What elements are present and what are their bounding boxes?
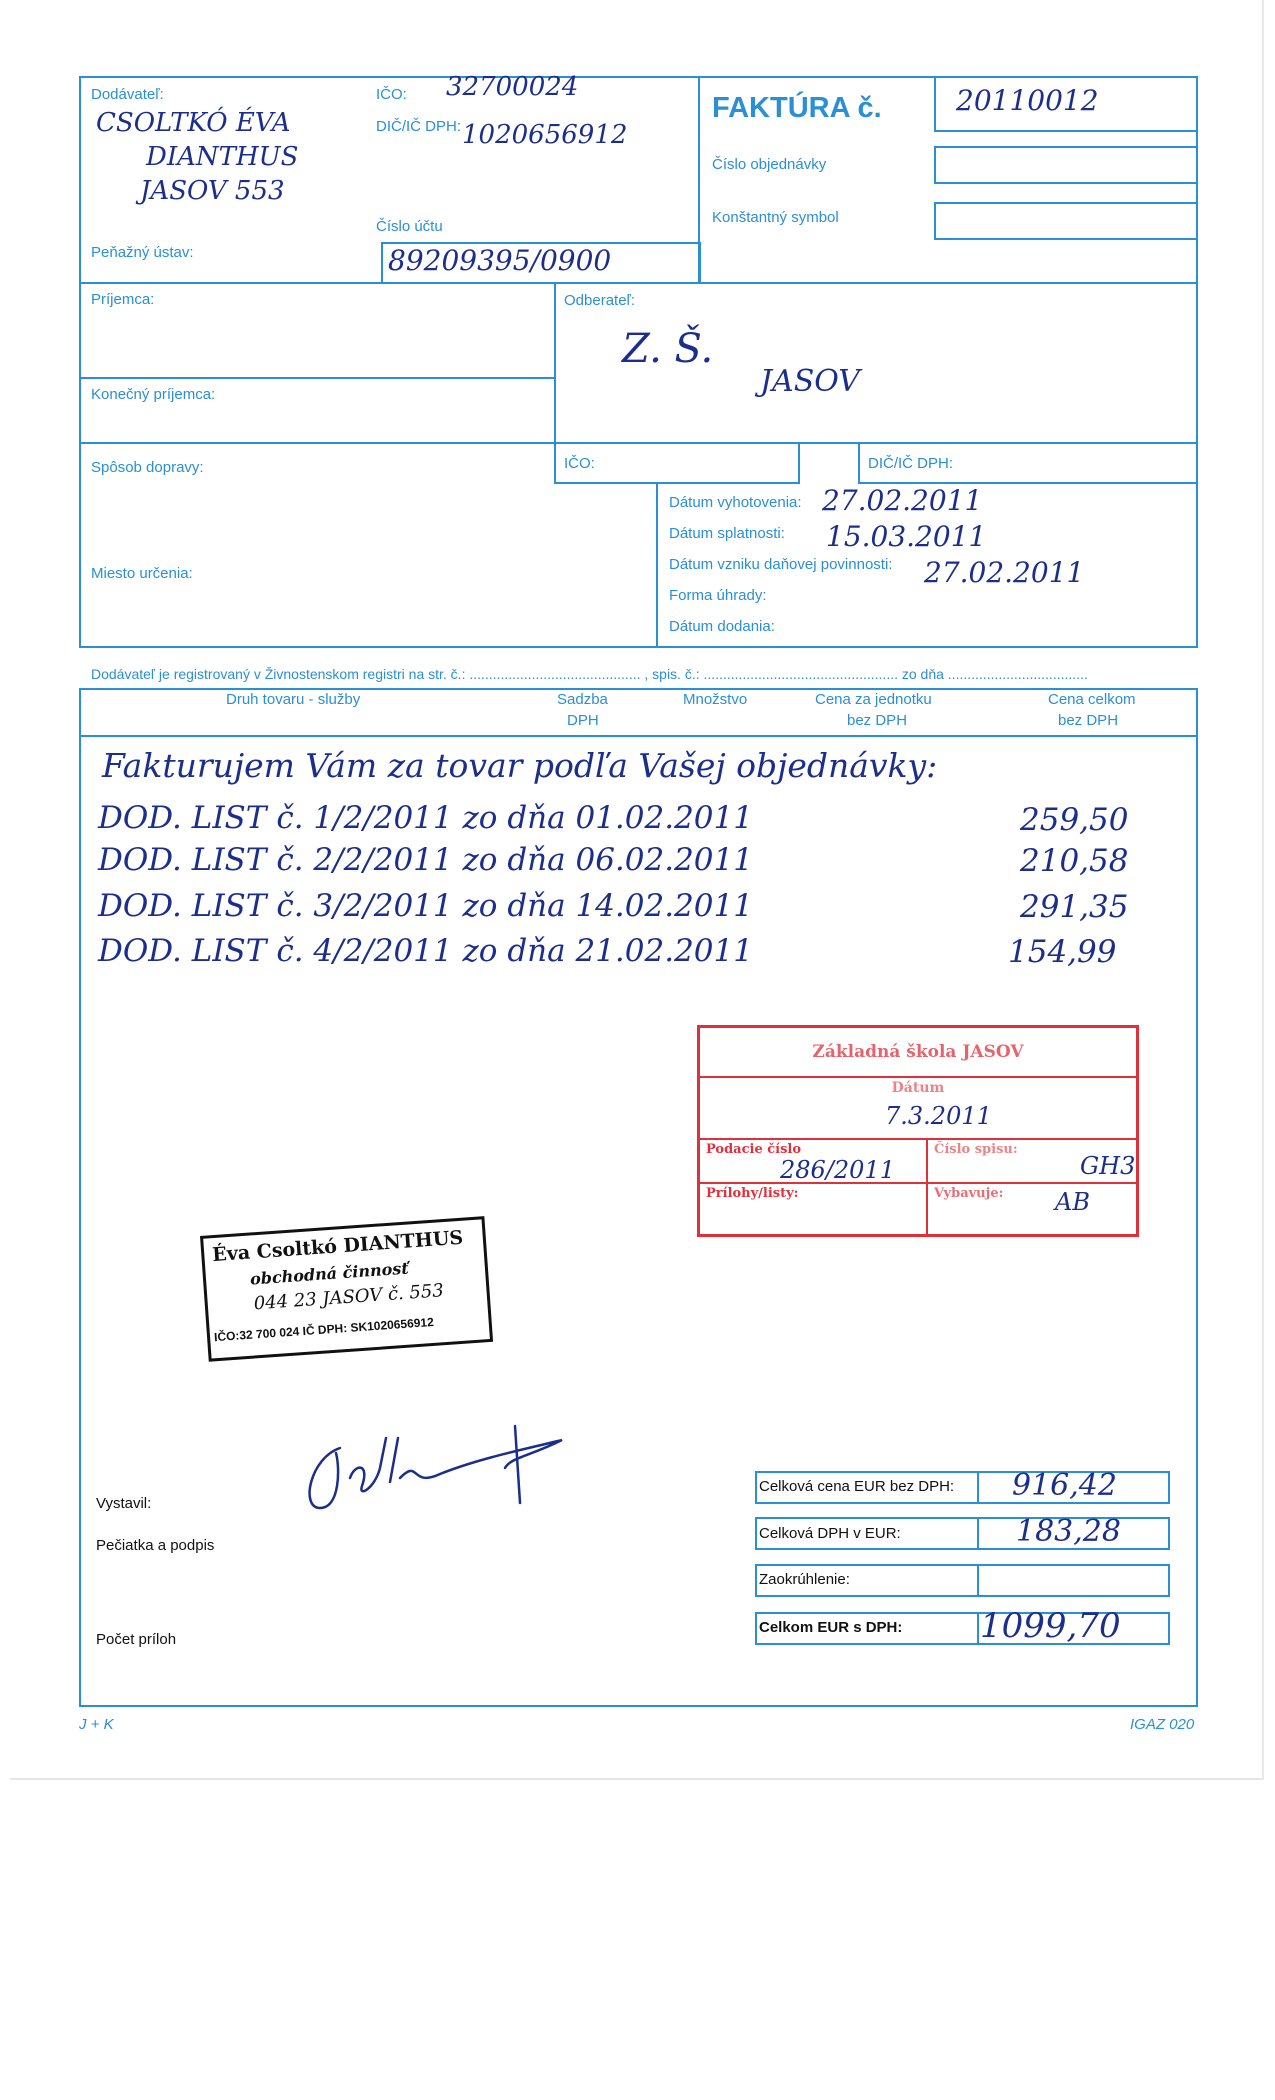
payee-divider: [79, 377, 556, 379]
stamp-sign-label: Pečiatka a podpis: [96, 1537, 215, 1554]
form-footer-left: J + K: [79, 1716, 114, 1733]
customer-city: JASOV: [760, 364, 860, 399]
bank-label: Peňažný ústav:: [91, 244, 194, 261]
total-net-divider: [977, 1471, 979, 1504]
stamp-date-label: Dátum: [891, 1080, 945, 1096]
table-row-desc: DOD. LIST č. 2/2/2011 zo dňa 06.02.2011: [98, 842, 753, 878]
stamp-attach-label: Prílohy/listy:: [706, 1186, 799, 1201]
constant-symbol-label: Konštantný symbol: [712, 209, 839, 226]
supplier-ico-value: 32700024: [446, 72, 579, 102]
dates-divider: [656, 482, 658, 648]
order-number-field[interactable]: [934, 146, 1198, 184]
rounding-divider: [977, 1564, 979, 1597]
attachments-label: Počet príloh: [96, 1631, 177, 1648]
stamp-divider-3: [700, 1182, 1136, 1184]
due-date-value: 15.03.2011: [826, 520, 987, 553]
total-net-value: 916,42: [1012, 1468, 1117, 1503]
final-payee-label: Konečný príjemca:: [91, 386, 216, 403]
supplier-name-line3: JASOV 553: [140, 176, 285, 206]
grand-total-divider: [977, 1612, 979, 1645]
items-intro: Fakturujem Vám za tovar podľa Vašej objednávky:: [102, 746, 938, 785]
company-stamp-line3: 044 23 JASOV č. 553: [253, 1280, 445, 1315]
stamp-file-label: Číslo spisu:: [934, 1142, 1018, 1157]
stamp-handler-label: Vybavuje:: [934, 1186, 1004, 1201]
col-vat-rate-header2: DPH: [567, 712, 599, 729]
signature: [300, 1378, 580, 1518]
customer-label: Odberateľ:: [564, 292, 636, 309]
table-row-desc: DOD. LIST č. 1/2/2011 zo dňa 01.02.2011: [98, 800, 753, 836]
stamp-divider-1: [700, 1076, 1136, 1078]
transport-box: [79, 442, 1198, 648]
account-label: Číslo účtu: [376, 218, 443, 235]
table-row-amount: 259,50: [1020, 802, 1129, 838]
col-goods-header: Druh tovaru - služby: [226, 691, 361, 708]
destination-label: Miesto určenia:: [91, 565, 193, 582]
table-row-amount: 210,58: [1020, 843, 1129, 879]
company-stamp-line1: Éva Csoltkó DIANTHUS: [211, 1226, 464, 1267]
tax-date-label: Dátum vzniku daňovej povinnosti:: [669, 556, 893, 573]
stamp-vertical-divider: [926, 1138, 928, 1234]
stamp-file-value: GH3: [1080, 1152, 1136, 1180]
supplier-dic-label: DIČ/IČ DPH:: [376, 118, 462, 135]
col-vat-rate-header: Sadzba: [557, 691, 608, 708]
page-edge: [10, 1778, 1264, 1780]
supplier-dic-value: 1020656912: [462, 120, 628, 150]
constant-symbol-field[interactable]: [934, 202, 1198, 240]
tax-date-value: 27.02.2011: [924, 556, 1085, 589]
col-total-header: Cena celkom: [1048, 691, 1136, 708]
stamp-handler-value: AB: [1055, 1188, 1090, 1216]
stamp-school-name: Základná škola JASOV: [812, 1042, 1024, 1062]
table-row-desc: DOD. LIST č. 4/2/2011 zo dňa 21.02.2011: [98, 933, 753, 969]
col-unit-price-header2: bez DPH: [847, 712, 908, 729]
payee-label: Príjemca:: [91, 291, 155, 308]
total-net-label: Celková cena EUR bez DPH:: [759, 1478, 955, 1495]
customer-name: Z. Š.: [622, 326, 714, 372]
invoice-title: FAKTÚRA č.: [712, 92, 882, 124]
grand-total-value: 1099,70: [980, 1606, 1121, 1646]
registry-line: Dodávateľ je registrovaný v Živnostenskom registri na str. č.: ............................................ , spis. č.: .................................................. zo dňa ....................................: [91, 666, 1088, 682]
stamp-reg-label: Podacie číslo: [706, 1142, 802, 1157]
delivery-date-label: Dátum dodania:: [669, 618, 775, 635]
table-row-amount: 154,99: [1008, 934, 1117, 970]
payment-form-label: Forma úhrady:: [669, 587, 767, 604]
account-value: 89209395/0900: [388, 244, 612, 277]
col-unit-price-header: Cena za jednotku: [815, 691, 932, 708]
table-row-amount: 291,35: [1020, 889, 1129, 925]
col-qty-header: Množstvo: [683, 691, 748, 708]
stamp-date-value: 7.3.2011: [885, 1102, 992, 1130]
grand-total-label: Celkom EUR s DPH:: [759, 1619, 903, 1636]
supplier-label: Dodávateľ:: [91, 86, 164, 103]
issued-by-label: Vystavil:: [96, 1495, 152, 1512]
due-date-label: Dátum splatnosti:: [669, 525, 785, 542]
table-header-divider: [79, 735, 1198, 737]
company-stamp: [200, 1216, 493, 1362]
col-total-header2: bez DPH: [1058, 712, 1119, 729]
table-row-desc: DOD. LIST č. 3/2/2011 zo dňa 14.02.2011: [98, 888, 753, 924]
registry-stamp: [697, 1025, 1139, 1237]
rounding-label: Zaokrúhlenie:: [759, 1571, 850, 1588]
total-vat-label: Celková DPH v EUR:: [759, 1525, 901, 1542]
invoice-number-value: 20110012: [956, 84, 1099, 117]
form-footer-right: IGAZ 020: [1130, 1716, 1195, 1733]
supplier-ico-label: IČO:: [376, 86, 407, 103]
supplier-name-line2: DIANTHUS: [146, 142, 299, 172]
company-stamp-line2: obchodná činnosť: [249, 1258, 410, 1289]
supplier-name-line1: CSOLTKÓ ÉVA: [96, 108, 291, 138]
stamp-reg-value: 286/2011: [780, 1156, 895, 1184]
total-vat-value: 183,28: [1016, 1514, 1121, 1549]
total-vat-divider: [977, 1517, 979, 1550]
customer-ico-label: IČO:: [564, 455, 595, 472]
stamp-divider-2: [700, 1138, 1136, 1140]
transport-method-label: Spôsob dopravy:: [91, 459, 204, 476]
order-number-label: Číslo objednávky: [712, 156, 827, 173]
company-stamp-line4: IČO:32 700 024 IČ DPH: SK1020656912: [213, 1314, 435, 1345]
page-right-edge: [1262, 0, 1264, 1780]
issue-date-value: 27.02.2011: [822, 484, 983, 517]
customer-dic-label: DIČ/IČ DPH:: [868, 455, 954, 472]
issue-date-label: Dátum vyhotovenia:: [669, 494, 802, 511]
